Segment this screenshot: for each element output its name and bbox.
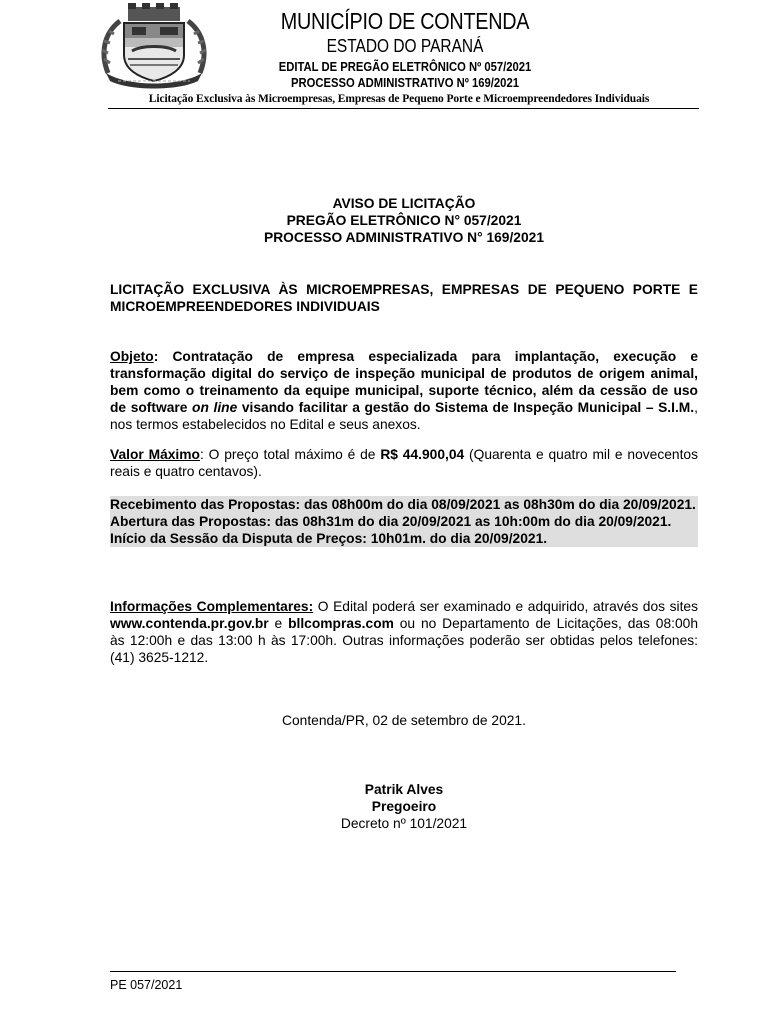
signer-role: Pregoeiro xyxy=(371,799,437,814)
valor-text-1: : O preço total máximo é de xyxy=(199,447,381,462)
header-divider xyxy=(108,108,699,109)
abertura-line: Abertura das Propostas: das 08h31m do dia 20/09/2021 as 10h:00m do dia 20/09/2021. xyxy=(110,514,672,529)
info-text-2: e xyxy=(268,616,289,631)
valor-label: Valor Máximo xyxy=(110,447,200,462)
site-link-contenda[interactable]: www.contenda.pr.gov.br xyxy=(110,616,269,631)
inicio-line: Início da Sessão da Disputa de Preços: 10h01m. do dia 20/09/2021. xyxy=(110,531,548,546)
exclusive-notice: LICITAÇÃO EXCLUSIVA ÀS MICROEMPRESAS, EMPRESAS DE PEQUENO PORTE E MICROEMPREENDEDORES INDIVIDUAIS xyxy=(110,282,698,314)
header-subtitle: Licitação Exclusiva às Microempresas, Empresas de Pequeno Porte e Microempreendedores Individuais xyxy=(148,93,650,105)
valor-paragraph xyxy=(110,446,698,480)
site-link-bll[interactable]: bllcompras.com xyxy=(288,616,394,631)
edital-number: EDITAL DE PREGÃO ELETRÔNICO Nº 057/2021 xyxy=(278,60,532,74)
footer-divider xyxy=(110,971,676,972)
objeto-text-3: , nos termos estabelecidos no Edital e seus anexos. xyxy=(110,400,698,432)
objeto-label: Objeto xyxy=(110,349,154,364)
notice-title: AVISO DE LICITAÇÃO xyxy=(332,196,476,211)
valor-amount: R$ 44.900,04 xyxy=(380,447,465,462)
processo-number: PROCESSO ADMINISTRATIVO Nº 169/2021 xyxy=(291,76,519,90)
info-text-1: O Edital poderá ser examinado e adquirido, através dos sites xyxy=(313,599,698,614)
notice-pregao: PREGÃO ELETRÔNICO N° 057/2021 xyxy=(286,213,522,228)
municipal-coat-of-arms-icon xyxy=(98,3,210,89)
objeto-paragraph xyxy=(110,348,698,433)
objeto-online: on line xyxy=(192,400,238,415)
schedule-block xyxy=(110,496,698,547)
document-header xyxy=(0,0,770,115)
signer-decree: Decreto nº 101/2021 xyxy=(340,816,468,831)
notice-title-block xyxy=(110,195,698,246)
info-paragraph xyxy=(110,598,698,666)
municipality-name: MUNICÍPIO DE CONTENDA xyxy=(280,8,530,34)
valor-text-2: (Quarenta e quatro mil e novecentos reais e quatro centavos). xyxy=(110,447,698,479)
recebimento-line: Recebimento das Propostas: das 08h00m do dia 08/09/2021 as 08h30m do dia 20/09/2021. xyxy=(110,497,696,512)
state-name: ESTADO DO PARANÁ xyxy=(326,36,484,56)
notice-processo: PROCESSO ADMINISTRATIVO N° 169/2021 xyxy=(264,230,544,245)
info-label: Informações Complementares: xyxy=(110,599,314,614)
place-date: Contenda/PR, 02 de setembro de 2021. xyxy=(282,713,526,728)
signature-block xyxy=(110,781,698,832)
objeto-text-2: visando facilitar a gestão do Sistema de Inspeção Municipal – S.I.M. xyxy=(237,400,695,415)
objeto-text: : Contratação de empresa especializada para implantação, execução e transformação digital do serviço de inspeção municipal de produtos de origem animal, bem como o treinamento da equipe municipal, suporte técnico, além da cessão de uso de software xyxy=(110,349,698,415)
info-text-3: ou no Departamento de Licitações, das 08:00h às 12:00h e das 13:00 h às 17:00h. Outras informações poderão ser obtidas pelos telefones: (41) 3625-1212. xyxy=(110,616,698,665)
footer-code: PE 057/2021 xyxy=(110,978,183,992)
signer-name: Patrik Alves xyxy=(364,782,444,797)
